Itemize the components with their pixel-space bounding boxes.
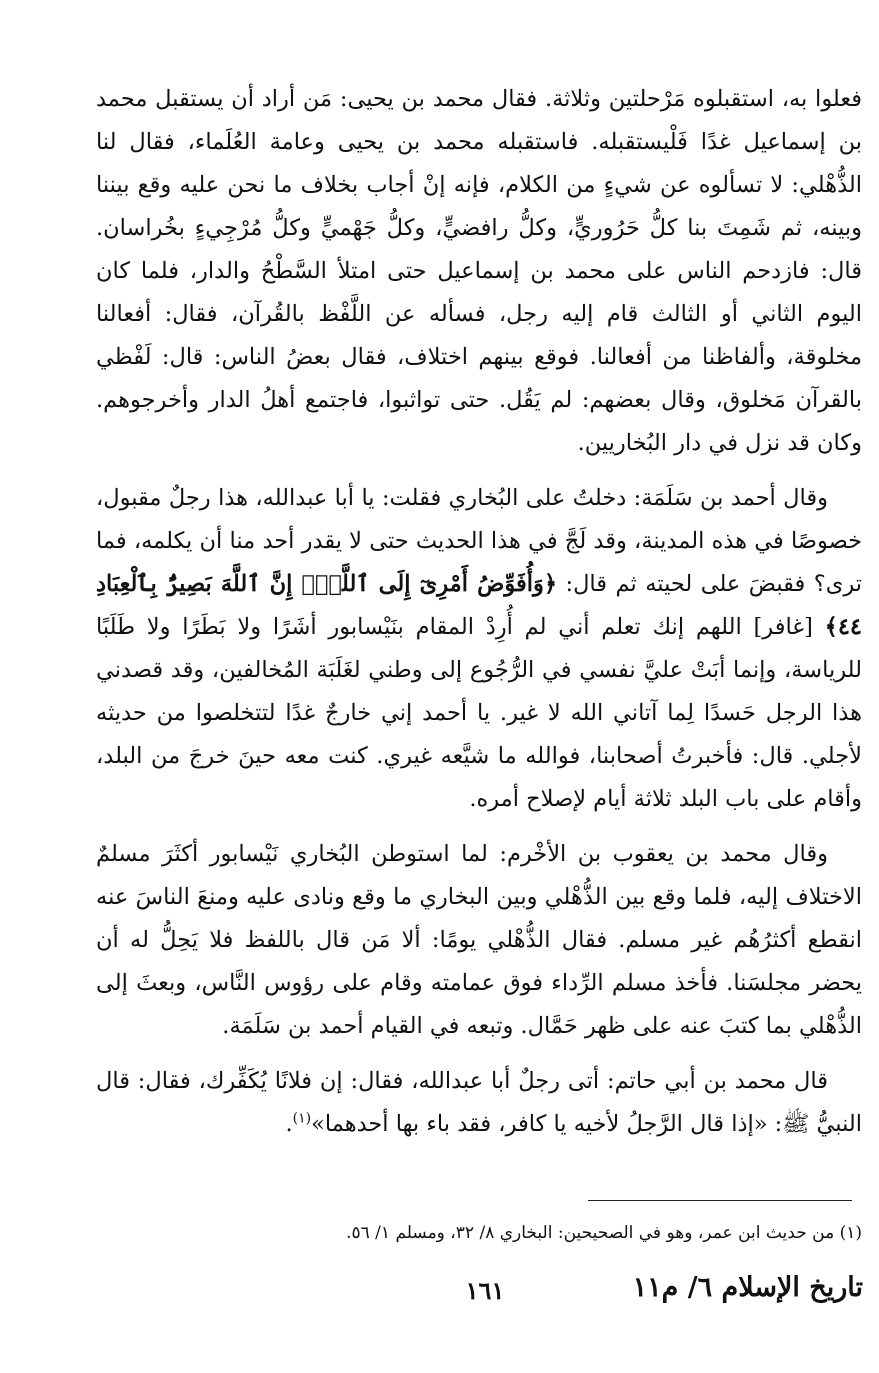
footnote-reference: (١)	[292, 1110, 312, 1127]
quran-verse: ﴿وَأُفَوِّضُ أَمْرِىٓ إِلَى ٱللَّهِۚ إِنَّ ٱللَّهَ بَصِيرٌۢ بِٱلْعِبَادِ ٤٤﴾	[96, 571, 862, 640]
paragraph-4-text: قال محمد بن أبي حاتم: أتى رجلٌ أبا عبدالله، فقال: إن فلانًا يُكَفِّرك، فقال: قال النبيُّ ﷺ: «إذا قال الرَّجلُ لأخيه يا كافر، فقد باء بها أحدهما»	[96, 1068, 862, 1137]
main-text	[96, 78, 862, 1158]
paragraph-2-text: وقال أحمد بن سَلَمَة: دخلتُ على البُخاري فقلت: يا أبا عبدالله، هذا رجلٌ مقبول، خصوصًا في هذه المدينة، وقد لَجَّ في هذا الحديث حتى لا يقدر أحد منا أن يكلمه، فما ترى؟ فقبضَ على لحيته ثم قال:	[96, 485, 862, 597]
paragraph-4: قال محمد بن أبي حاتم: أتى رجلٌ أبا عبدالله، فقال: إن فلانًا يُكَفِّرك، فقال: قال النبيُّ ﷺ: «إذا قال الرَّجلُ لأخيه يا كافر، فقد باء بها أحدهما»$^{(١)}$.	[96, 1068, 862, 1137]
footnote: (١) من حديث ابن عمر، وهو في الصحيحين: البخاري ٨/ ٣٢، ومسلم ١/ ٥٦.	[346, 1223, 862, 1243]
paragraph-1: فعلوا به، استقبلوه مَرْحلتين وثلاثة. فقال محمد بن يحيى: مَن أراد أن يستقبل محمد بن إسماعيل غدًا فَلْيستقبله. فاستقبله محمد بن يحيى وعامة العُلَماء، فقال لنا الذُّهْلي: لا تسألوه عن شيءٍ من الكلام، فإنه إنْ أجاب بخلاف ما نحن عليه وقع بيننا وبينه، ثم شَمِتَ بنا كلُّ حَرُوريٍّ، وكلُّ رافضيٍّ، وكلُّ جَهْميٍّ وكلُّ مُرْجِيءٍ بخُراسان. قال: فازدحم الناس على محمد بن إسماعيل حتى امتلأ السَّطْحُ والدار، فلما كان اليوم الثاني أو الثالث قام إليه رجل، فسأله عن اللَّفْظ بالقُرآن، فقال: أفعالنا مخلوقة، وألفاظنا من أفعالنا. فوقع بينهم اختلاف، فقال بعضُ الناس: قال: لَفْظي بالقرآن مَخلوق، وقال بعضهم: لم يَقُل. حتى تواثبوا، فاجتمع أهلُ الدار وأخرجوهم. وكان قد نزل في دار البُخاريين.	[96, 86, 862, 456]
page-number: ١٦١	[465, 1276, 505, 1305]
running-title: تاريخ الإسلام ٦/ م١١	[632, 1272, 863, 1303]
page-footer	[0, 1272, 879, 1332]
paragraph-2	[96, 477, 862, 821]
footnote-divider	[588, 1200, 852, 1201]
paragraph-3: وقال محمد بن يعقوب بن الأخْرم: لما استوطن البُخاري نَيْسابور أكثَرَ مسلمٌ الاختلاف إليه، فلما وقع بين الذُّهْلي وبين البخاري ما وقع ونادى عليه ومنعَ الناسَ عنه انقطع أكثرُهُم غير مسلم. فقال الذُّهْلي يومًا: ألا مَن قال باللفظ فلا يَحِلُّ له أن يحضر مجلسَنا. فأخذ مسلم الرِّداء فوق عمامته وقام على رؤوس النَّاس، وبعثَ إلى الذُّهْلي بما كتبَ عنه على ظهر حَمَّال. وتبعه في القيام أحمد بن سَلَمَة.	[96, 841, 862, 1039]
paragraph-2-continuation: [غافر] اللهم إنك تعلم أني لم أُرِدْ المقام بنَيْسابور أشَرًا ولا بَطَرًا ولا طَلَبًا للرياسة، وإنما أبَتْ عليَّ نفسي في الرُّجُوع إلى وطني لغَلَبَة المُخالفين، وقد قصدني هذا الرجل حَسدًا لِما آتاني الله لا غير. يا أحمد إني خارجٌ غدًا لتتخلصوا من حديثه لأجلي. قال: فأخبرتُ أصحابنا، فوالله ما شيَّعه غيري. كنت معه حينَ خرجَ من البلد، وأقام على باب البلد ثلاثة أيام لإصلاح أمره.	[96, 614, 862, 812]
